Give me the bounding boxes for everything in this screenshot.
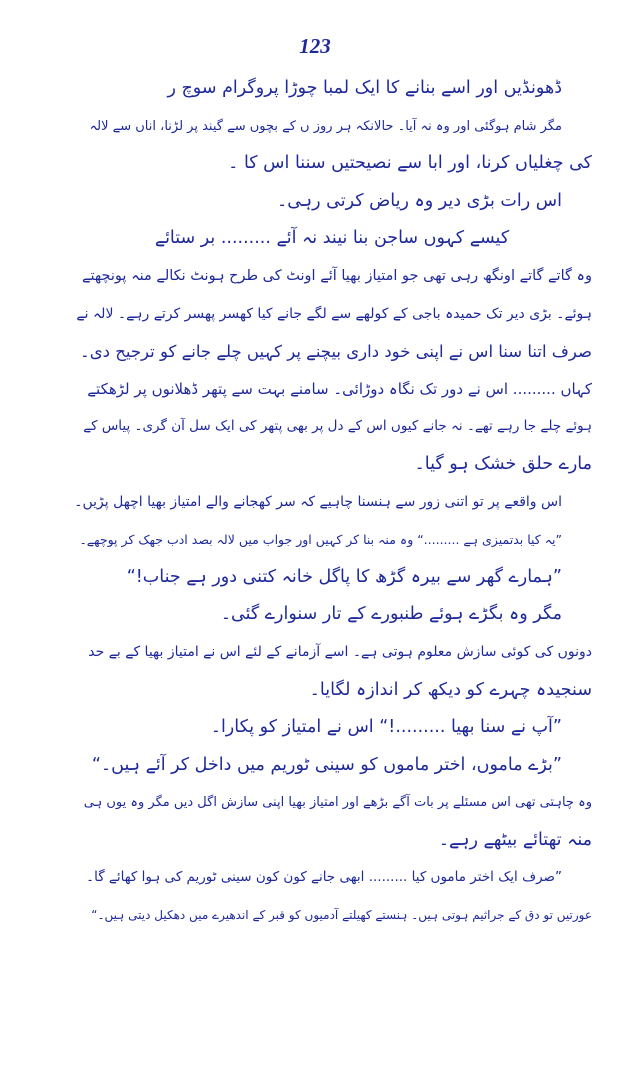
text-line: اس واقعے پر تو اتنی زور سے ہنسنا چاہیے کہ سر کھجانے والے امتیاز بھیا اچھل پڑیں۔ — [74, 493, 562, 510]
body-text — [72, 70, 592, 935]
text-line: ”ہمارے گھر سے بیرہ گڑھ کا پاگل خانہ کتنی دور ہے جناب!“ — [126, 566, 562, 587]
text-line: عورتیں تو دق کے جراثیم ہوتی ہیں۔ ہنستے کھیلتے آدمیوں کو قبر کے اندھیرے میں دھکیل دیتی ہیں۔“ — [91, 908, 592, 923]
page-number: 123 — [299, 34, 331, 58]
text-line: ہوئے۔ بڑی دیر تک حمیدہ باجی کے کولھے سے لگے جانے کیا کھسر پھسر کرتے رہے۔ لالہ نے — [76, 305, 592, 322]
text-line: مگر شام ہوگئی اور وہ نہ آیا۔ حالانکہ ہر روز ں کے بچوں سے گیند پر لڑنا، اناں سے لالہ — [89, 118, 562, 134]
text-line: سنجیدہ چہرے کو دیکھ کر اندازہ لگایا۔ — [309, 679, 592, 700]
text-line: مارے حلق خشک ہو گیا۔ — [414, 453, 592, 474]
text-line: ”صرف ایک اختر ماموں کیا ......... ابھی جانے کون کون سینی ٹوریم کی ہوا کھائے گا۔ — [86, 869, 562, 886]
text-line: اس رات بڑی دیر وہ ریاض کرتی رہی۔ — [277, 190, 562, 211]
text-line: وہ چاہتی تھی اس مسئلے پر بات آگے بڑھے اور امتیاز بھیا اپنی سازش اگل دیں مگر وہ یوں ہی — [83, 795, 592, 811]
text-line: ہوئے چلے جا رہے تھے۔ نہ جانے کیوں اس کے دل پر بھی پتھر کی ایک سل آن گری۔ پیاس کے — [83, 418, 592, 435]
text-line: کی چغلیاں کرنا، اور ابا سے نصیحتیں سننا اس کا ۔ — [228, 153, 592, 174]
text-line: ”بڑے ماموں، اختر ماموں کو سینی ٹوریم میں داخل کر آئے ہیں۔“ — [91, 754, 562, 775]
text-line: ”یہ کیا بدتمیزی ہے .........“ وہ منہ بنا کر کہیں اور جواب میں لالہ بصد ادب جھک کر پوچھے۔ — [79, 532, 562, 548]
text-line: ڈھونڈیں اور اسے بنانے کا ایک لمبا چوڑا پروگرام سوچ ر — [167, 78, 562, 98]
text-line: کہاں ......... اس نے دور تک نگاہ دوڑائی۔ سامنے بہت سے پتھر ڈھلانوں پر لڑھکتے — [87, 379, 592, 398]
text-line: مگر وہ بگڑے ہوئے طنبورے کے تار سنوارے گئی۔ — [220, 604, 562, 625]
text-line: دونوں کی کوئی سازش معلوم ہوتی ہے۔ اسے آزمانے کے لئے اس نے امتیاز بھیا کے بے حد — [88, 643, 592, 660]
text-line: وہ گاتے گاتے اونگھ رہی تھی جو امتیاز بھیا آئے اونٹ کی طرح ہونٹ نکالے منہ پونچھتے — [81, 267, 592, 284]
text-line: ”آپ نے سنا بھیا .........!“ اس نے امتیاز کو پکارا۔ — [210, 717, 562, 738]
text-line: کیسے کہوں ساجن بنا نیند نہ آئے ......... بر ستائے — [154, 228, 510, 249]
text-line: صرف اتنا سنا اس نے اپنی خود داری بیچنے پر کہیں چلے جانے کو ترجیح دی۔ — [80, 342, 592, 362]
text-line: منہ تھتائے بیٹھے رہے۔ — [438, 829, 592, 850]
